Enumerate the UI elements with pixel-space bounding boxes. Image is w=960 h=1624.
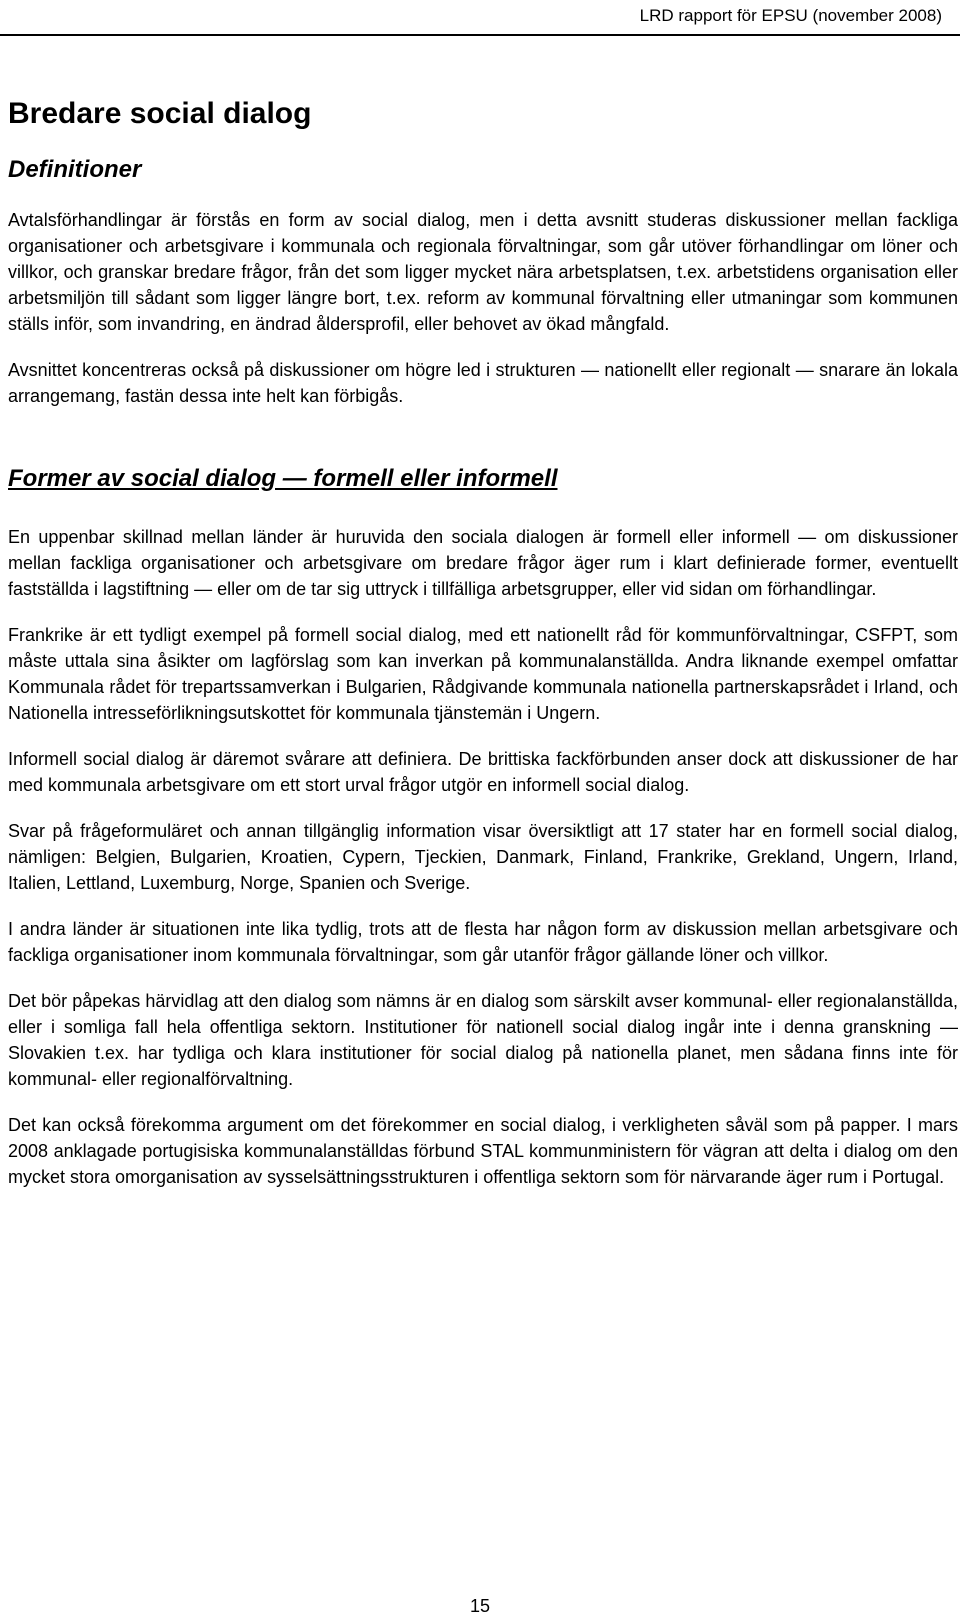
- section-title: Bredare social dialog: [8, 97, 312, 130]
- page-number: 15: [469, 1596, 491, 1616]
- forms-paragraph-2: Frankrike är ett tydligt exempel på formell social dialog, med ett nationellt råd för kommunförvaltningar, CSFPT, som måste uttala sina åsikter om lagförslag som kan inverkan på kommunalanställda. Andra liknande exempel omfattar Kommunala rådet för trepartssamverkan i Bulgarien, Rådgivande kommunala nationella partnerskapsrådet i Irland, och Nationella intresseförlikningsutskottet för kommunala tjänstemän i Ungern.: [8, 624, 958, 723]
- definition-paragraph-1: Avtalsförhandlingar är förstås en form av social dialog, men i detta avsnitt studeras diskussioner mellan fackliga organisationer och arbetsgivare i kommunala och regionala förvaltningar, som går utöver förhandlingar om löner och villkor, och granskar bredare frågor, från det som ligger mycket nära arbetsplatsen, t.ex. arbetstidens organisation eller arbetsmiljön till sådant som ligger längre bort, t.ex. reform av kommunal förvaltning eller utmaningar som kommunen ställs inför, som invandring, en ändrad åldersprofil, eller behovet av ökad mångfald.: [8, 209, 958, 334]
- forms-paragraph-6: Det bör påpekas härvidlag att den dialog som nämns är en dialog som särskilt avser kommunal- eller regionalanställda, eller i somliga fall hela offentliga sektorn. Institutioner för nationell social dialog ingår inte i denna granskning — Slovakien t.ex. har tydliga och klara institutioner för social dialog på nationella planet, men sådana finns inte för kommunal- eller regionalförvaltning.: [8, 990, 958, 1089]
- definition-heading: Definitioner: [8, 156, 142, 183]
- header-divider: [0, 34, 960, 36]
- forms-paragraph-7: Det kan också förekomma argument om det förekommer en social dialog, i verkligheten såväl som på papper. I mars 2008 anklagade portugisiska kommunalanställdas förbund STAL kommunministern för vägran att delta i dialog om den mycket stora omorganisation av sysselsättningsstrukturen i offentliga sektorn som för närvarande äger rum i Portugal.: [8, 1114, 958, 1187]
- running-header: LRD rapport för EPSU (november 2008): [639, 6, 942, 25]
- forms-paragraph-5: I andra länder är situationen inte lika tydlig, trots att de flesta har någon form av diskussion mellan arbetsgivare och fackliga organisationer inom kommunala förvaltningar, som går utanför frågor gällande löner och villkor.: [8, 918, 958, 965]
- forms-paragraph-4: Svar på frågeformuläret och annan tillgänglig information visar översiktligt att 17 stater har en formell social dialog, nämligen: Belgien, Bulgarien, Kroatien, Cypern, Tjeckien, Danmark, Finland, Frankrike, Grekland, Ungern, Irland, Italien, Lettland, Luxemburg, Norge, Spanien och Sverige.: [8, 820, 958, 893]
- document-body: [8, 96, 958, 1210]
- definition-paragraph-2: Avsnittet koncentreras också på diskussioner om högre led i strukturen — nationellt eller regionalt — snarare än lokala arrangemang, fastän dessa inte helt kan förbigås.: [8, 359, 958, 406]
- forms-paragraph-3: Informell social dialog är däremot svårare att definiera. De brittiska fackförbunden anser dock att diskussioner de har med kommunala arbetsgivare om ett stort urval frågor utgör en informell social dialog.: [8, 748, 958, 795]
- forms-paragraph-1: En uppenbar skillnad mellan länder är huruvida den sociala dialogen är formell eller informell — om diskussioner mellan fackliga organisationer och arbetsgivare om bredare frågor äger rum i klart definierade former, eventuellt fastställda i lagstiftning — eller om de tar sig uttryck i tillfälliga arbetsgrupper, eller vid sidan om förhandlingar.: [8, 526, 958, 599]
- forms-heading: Former av social dialog — formell eller informell: [8, 464, 558, 492]
